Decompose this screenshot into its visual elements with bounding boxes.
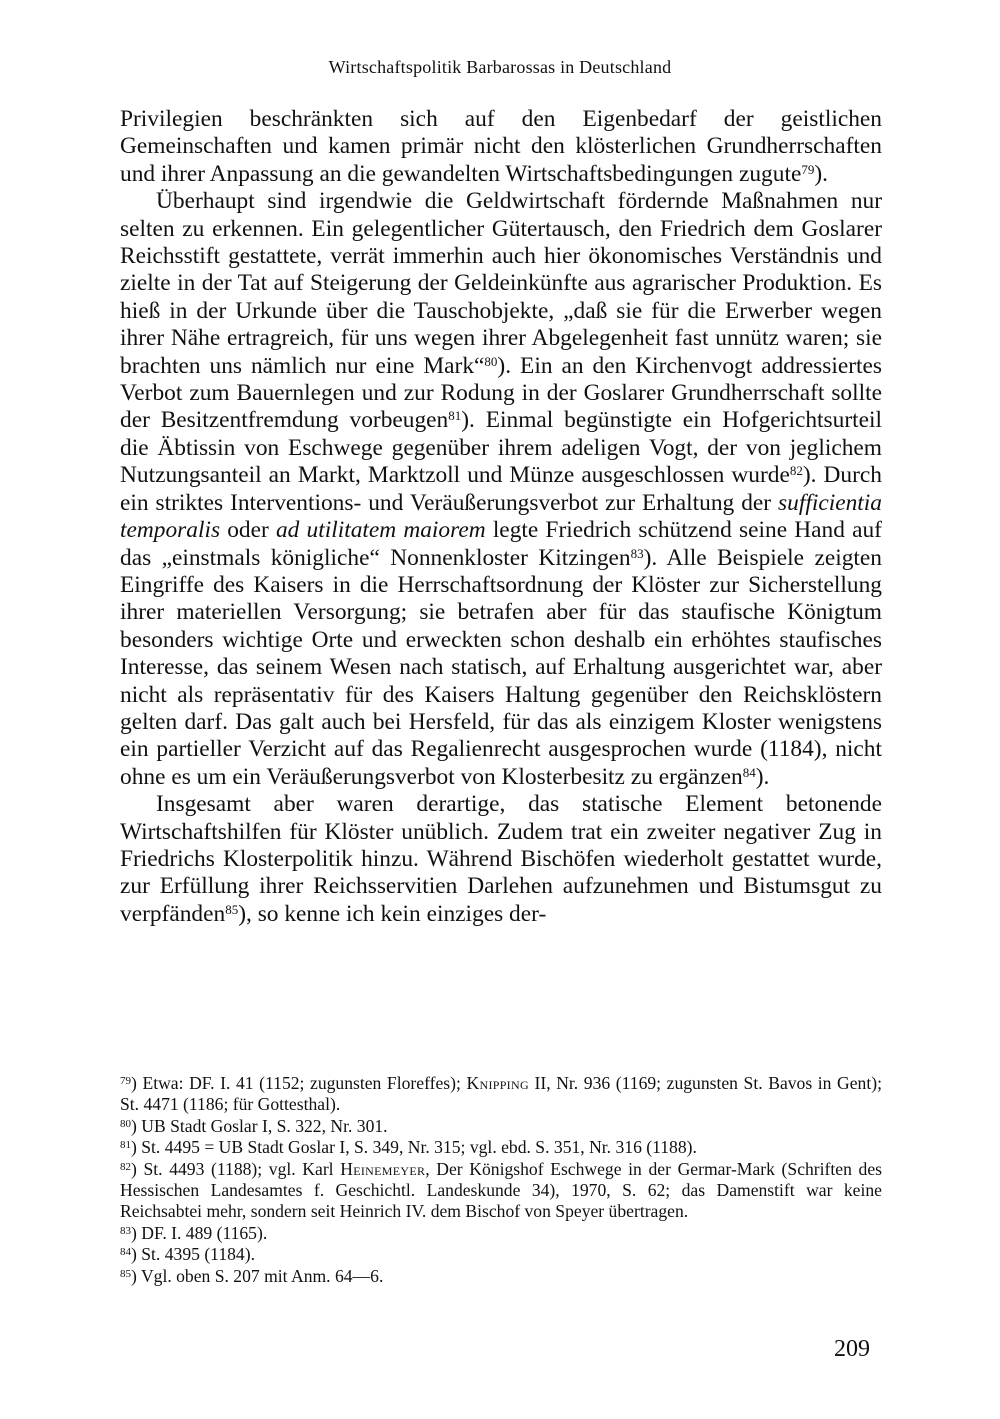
footnote-number: 79 [120,1075,131,1087]
footnote-81: $^{81}$) St. 4495 = UB Stadt Goslar I, S. 349, Nr. 315; vgl. ebd. S. 351, Nr. 316 (1188). [120,1137,697,1158]
running-head: Wirtschaftspolitik Barbarossas in Deutschland [328,57,672,77]
page-number: 209 [834,1336,870,1362]
footnote-number: 82 [120,1160,131,1173]
footnote-ref-82[interactable]: 82 [789,463,803,479]
paragraph-1: Privilegien beschränkten sich auf den Eigenbedarf der geistlichen Gemeinschaften und kamen primär nicht den klösterlichen Grundherrschaften und ihrer Anpassung an die gewandelten Wirtschaftsbedingungen zugute$^{79}$). [120,106,882,187]
author-name: Heinemeyer [340,1158,426,1179]
footnote-number: 81 [120,1139,131,1152]
footnote-number: 83 [120,1224,131,1237]
footnote-ref-83[interactable]: 83 [630,545,644,561]
paragraph-3: Insgesamt aber waren derartige, das statische Element betonende Wirtschaftshilfen für Klöster unüblich. Zudem trat ein zweiter negativer Zug in Friedrichs Klosterpolitik hinzu. Während Bischöfen wiederholt gestattet wurde, zur Erfüllung ihrer Reichsservitien Darlehen aufzunehmen und Bistumsgut zu verpfänden$^{85}$), so kenne ich kein einziges der- [120,791,882,927]
main-text [120,106,882,928]
footnote-ref-80[interactable]: 80 [484,353,498,369]
latin-phrase-1: sufficientia temporalis [120,489,882,544]
footnote-85: $^{85}$) Vgl. oben S. 207 mit Anm. 64—6. [120,1265,384,1286]
footnote-ref-84[interactable]: 84 [742,764,756,780]
footnote-80: $^{80}$) UB Stadt Goslar I, S. 322, Nr. 301. [120,1115,388,1136]
footnote-84: $^{84}$) St. 4395 (1184). [120,1244,255,1265]
latin-phrase-2: ad utilitatem maiorem [275,517,486,544]
footnote-number: 85 [120,1267,131,1280]
footnote-ref-81[interactable]: 81 [448,408,462,424]
footnote-ref-85[interactable]: 85 [225,901,239,917]
paragraph-2: Überhaupt sind irgendwie die Geldwirtschaft fördernde Maßnahmen nur selten zu erkennen. Ein gelegentlicher Gütertausch, den Friedrich dem Goslarer Reichsstift gestattete, verrät immerhin auch hier ökonomisches Verständnis und zielte in der Tat auf Steigerung der Geldeinkünfte aus agrarischer Produktion. Es hieß in der Urkunde über die Tauschobjekte, „daß sie für die Erwerber wegen ihrer Nähe ertragreich, für uns wegen ihrer Abgelegenheit fast unnütz waren; sie brachten uns nämlich nur eine Mark“$^{80}$). Ein an den Kirchenvogt addressiertes Verbot zum Bauernlegen und zur Rodung in der Goslarer Grundherrschaft sollte der Besitzentfremdung vorbeugen$^{81}$). Einmal begünstigte ein Hofgerichtsurteil die Äbtissin von Eschwege gegenüber ihrem adeligen Vogt, der von jeglichem Nutzungsanteil an Markt, Marktzoll und Münze ausgeschlossen wurde$^{82}$). Durch ein striktes Interventions- und Veräußerungsverbot zur Erhaltung der sufficientia temporalis oder ad utilitatem maiorem legte Friedrich schützend seine Hand auf das „einstmals königliche“ Nonnenkloster Kitzingen$^{83}$). Alle Beispiele zeigten Eingriffe des Kaisers in die Herrschaftsordnung der Klöster zur Sicherstellung ihrer materiellen Versorgung; sie betrafen aber für das staufische Königtum besonders wichtige Orte und erweckten schon deshalb ein erhöhtes staufisches Interesse, das seinem Wesen nach statisch, auf Erhaltung ausgerichtet war, aber nicht als repräsentativ für des Kaisers Haltung gegenüber den Reichsklöstern gelten darf. Das galt auch bei Hersfeld, für das als einzigem Kloster wenigstens ein partieller Verzicht auf das Regalienrecht ausgesprochen wurde (1184), nicht ohne es um ein Veräußerungsverbot von Klosterbesitz zu ergänzen$^{84}$). [120,188,882,790]
footnote-79: $^{79}$) Etwa: DF. I. 41 (1152; zugunsten Floreffes); Knipping II, Nr. 936 (1169; zugunsten St. Bavos in Gent); St. 4471 (1186; für Gottesthal). [120,1073,882,1115]
footnote-number: 84 [120,1246,131,1259]
footnote-83: $^{83}$) DF. I. 489 (1165). [120,1222,268,1243]
footnote-ref-79[interactable]: 79 [801,161,815,177]
author-name: Knipping [466,1073,529,1093]
footnote-82: $^{82}$) St. 4493 (1188); vgl. Karl Heinemeyer, Der Königshof Eschwege in der Germar-Mark (Schriften des Hessischen Landesamtes f. Geschichtl. Landeskunde 34), 1970, S. 62; das Damenstift war keine Reichsabtei mehr, sondern seit Heinrich IV. dem Bischof von Speyer übertragen. [120,1158,882,1222]
footnote-number: 80 [120,1117,131,1130]
footnotes [120,1073,882,1287]
